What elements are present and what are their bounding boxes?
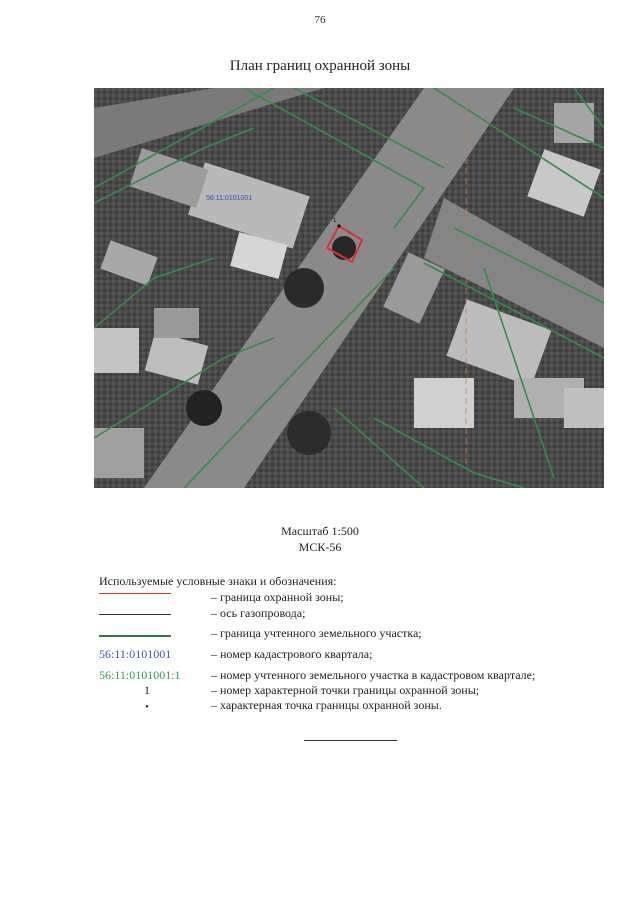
legend-description: – характерная точка границы охранной зоны. [211,698,442,712]
building [154,308,199,338]
map-graphic [94,88,604,488]
end-divider [304,740,397,741]
legend-item-zone-boundary [99,590,619,606]
aerial-map [94,88,604,488]
boundary-point [337,224,340,227]
scale-text: Масштаб 1:500 [281,524,359,538]
legend-item-point-number [99,683,619,699]
tree [284,268,324,308]
scale-block [0,523,640,555]
legend-item-parcel-boundary [99,626,619,642]
page-number: 76 [314,14,326,26]
building [94,328,139,373]
point-number-symbol: 1 [144,683,150,697]
legend-item-characteristic-point [99,698,619,714]
axis-line-symbol [99,614,171,615]
legend-description: – номер характерной точки границы охранной зоны; [211,683,480,697]
quarter-number-symbol: 56:11:0101001 [99,647,172,661]
building [564,388,604,428]
point-dot-symbol: • [145,702,149,713]
building [414,378,474,428]
building [554,103,594,143]
building [94,428,144,478]
legend-description: – номер кадастрового квартала; [211,647,373,661]
tree [186,390,222,426]
legend-description: – ось газопровода; [211,606,306,620]
legend-item-quarter-number [99,647,619,663]
legend-item-gas-axis [99,606,619,622]
parcel-number-symbol: 56:11:0101001:1 [99,668,181,682]
quarter-label: 56:11:0101001 [206,195,253,202]
crs-text: МСК-56 [298,540,342,554]
legend-heading: Используемые условные знаки и обозначения: [99,574,337,588]
legend-description: – граница охранной зоны; [211,590,344,604]
page-title: План границ охранной зоны [229,58,411,74]
red-line-symbol [99,593,171,594]
legend-description: – граница учтенного земельного участка; [211,626,422,640]
legend-item-parcel-number [99,668,619,684]
tree [287,411,331,455]
green-line-symbol [99,635,171,637]
legend-description: – номер учтенного земельного участка в кадастровом квартале; [211,668,536,682]
point-number-label: 1 [333,218,337,224]
